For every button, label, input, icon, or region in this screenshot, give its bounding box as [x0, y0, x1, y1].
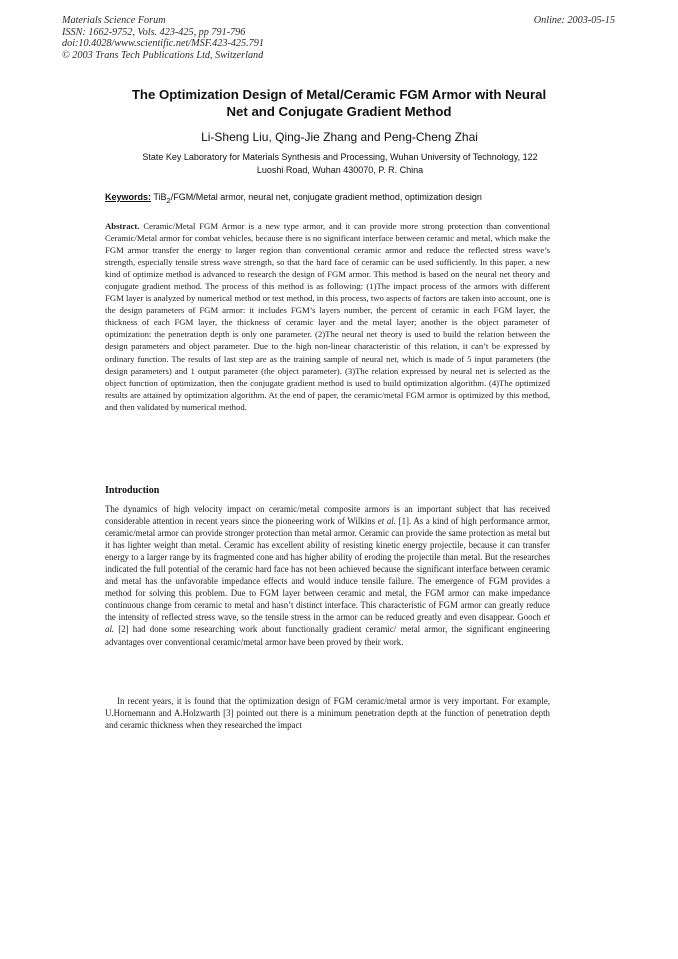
title-line-1: The Optimization Design of Metal/Ceramic FGM Armor with Neural — [131, 87, 547, 102]
abstract-text: Ceramic/Metal FGM Armor is a new type armor, and it can provide more strong protection than conventional Ceramic/Metal armor for combat vehicles, because there is no significant interface between ceramic and metal, which make the FGM armor transfer the energy to larger region than conventional ceramic armor and reduce the reflected stress wave’s strength, especially tensile stress wave strength, so that the hard face of ceramic can be used sufficiently. In this paper, a new kind of optimize method is advanced to research the design of FGM armor. This method is based on the neural net theory and conjugate gradient method. The process of this method is as following: (1)The impact process of the armors with different FGM layer is analyzed by numerical method or test method, in this process, two aspects of factors are taken into account, one is the design parameters of FGM armor: it includes FGM’s layers number, the percent of ceramic in each FGM layer, the thickness of each FGM layer, the thickness of ceramic layer and the metal layer; another is the object parameter of optimization: the penetration depth is only one parameter. (2)The neural net theory is used to build the relation between the design parameters and object parameter. Due to the high non-linear characteristic of this relation, it can’t be expressed by ordinary function. The results of last step are as the training sample of neural net, which is made of 5 input parameters (the design parameters) and 1 output parameter (the object parameter). (3)The relation expressed by neural net is selected as the object function of optimization, then the conjugate gradient method is used to build optimization algorithm. (4)The optimized results are attained by optimization algorithm. At the end of paper, the ceramic/metal FGM armor is optimized by this method, and then validated by numerical method. — [105, 221, 550, 412]
affiliation — [104, 151, 576, 176]
keywords-label: Keywords: — [105, 192, 152, 202]
affiliation-line-1: State Key Laboratory for Materials Synthesis and Processing, Wuhan University of Technology, 122 — [142, 152, 538, 162]
online-date: Online: 2003-05-15 — [533, 15, 615, 26]
introduction-paragraph-1 — [105, 503, 550, 648]
intro-p1-part-b: [1]. As a kind of high performance armor, ceramic/metal armor can provide stronger protection than metal armor. Ceramic can provide the same protection as metal but it has lighter weight than metal. Ceramic has excellent ability of resisting kinetic energy projectile, because it can transfer energy to a larger range by its fragmented cone and has higher ability of eroding the projectile than metal. But the researches indicated the full potential of the ceramic hard face has not been achieved because the significant interface between ceramic and metal has the unfavorable impedance effects and would induce tensile failure. The emergence of FGM provides a method for solving this problem. Due to FGM layer between ceramic and metal, the FGM armor can make impedance continuous change from ceramic to metal and hasn’t distinct interface. This characteristic of FGM armor can greatly reduce the intensity of reflected stress wave, so the tensile stress in the armor can be reduced greatly and even disappear. Gooch — [105, 516, 550, 623]
doi-line: doi:10.4028/www.scientific.net/MSF.423-425.791 — [62, 38, 264, 50]
keyword-subscript: 2 — [166, 195, 171, 205]
journal-header — [62, 15, 617, 61]
keyword-tib: TiB — [153, 192, 167, 202]
intro-p1-etal-2: et al. — [105, 612, 550, 635]
copyright-line: © 2003 Trans Tech Publications Ltd, Switzerland — [62, 49, 264, 61]
abstract — [105, 220, 550, 413]
paper-title — [100, 87, 578, 120]
introduction-paragraph-2: In recent years, it is found that the optimization design of FGM ceramic/metal armor is very important. For example, U.Hornemann and A.Holzwarth [3] pointed out there is a minimum penetration depth at the function of penetration depth and ceramic thickness when they researched the impact — [105, 696, 550, 731]
journal-name: Materials Science Forum — [62, 15, 166, 26]
abstract-label: Abstract. — [105, 221, 140, 231]
author-list: Li-Sheng Liu, Qing-Jie Zhang and Peng-Cheng Zhai — [201, 130, 478, 144]
keywords-text: /FGM/Metal armor, neural net, conjugate gradient method, optimization design — [170, 192, 482, 202]
introduction-heading: Introduction — [105, 485, 160, 496]
title-line-2: Net and Conjugate Gradient Method — [226, 103, 452, 119]
keywords-line — [105, 192, 585, 205]
intro-p1-etal-1: et al. — [377, 516, 396, 527]
issn-line: ISSN: 1662-9752, Vols. 423-425, pp 791-796 — [62, 26, 246, 38]
intro-p1-part-c: [2] had done some researching work about functionally gradient ceramic/ metal armor, the significant engineering advantages over conventional ceramic/metal armor have been proved by their work. — [105, 624, 550, 647]
affiliation-line-2: Luoshi Road, Wuhan 430070, P. R. China — [256, 164, 424, 175]
intro-p1-part-a: The dynamics of high velocity impact on ceramic/metal composite armors is an important subject that has received considerable attention in recent years since the pioneering work of Wilkins — [105, 504, 550, 527]
